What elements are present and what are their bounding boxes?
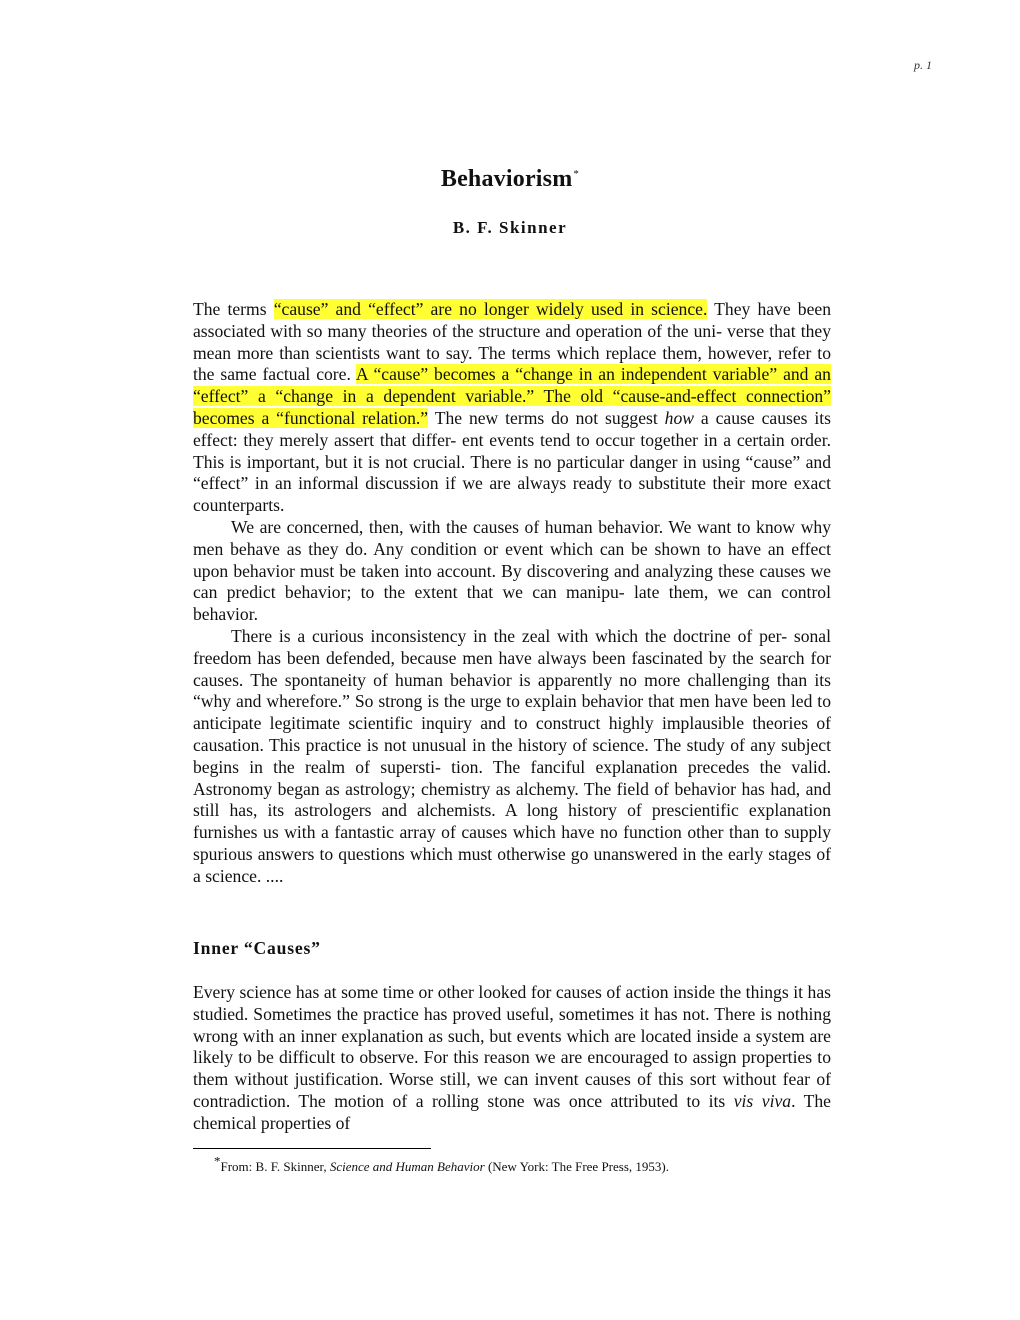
paragraph-1-text-b: They have been associated with so many theories of the structure and operation of the uni- verse that they mean more than scientists want to say. The terms which replace them, however, refer to the same factual core. bbox=[193, 299, 831, 385]
footnote-prefix: From: B. F. Skinner, bbox=[220, 1159, 330, 1174]
footnote-divider bbox=[193, 1148, 431, 1149]
paragraph-1-text-d: a cause causes its effect: they merely assert that differ- ent events tend to occur together in a certain order. This is important, but it is not crucial. There is no particular danger in using “cause” and “effect” in an informal discussion if we are always ready to substitute their more exact counterparts. bbox=[193, 407, 832, 516]
footnote bbox=[214, 1153, 669, 1176]
emphasis-how: how bbox=[664, 407, 695, 428]
paragraph-1-text-c: The new terms do not suggest bbox=[428, 407, 665, 428]
footnote-mark: * bbox=[214, 1153, 221, 1169]
paragraph-4-text-a: Every science has at some time or other looked for causes of action inside the things it has studied. Sometimes the practice has proved useful, sometimes it has not. There is nothing wrong with an inner explanation as such, but events which are located inside a system are likely to be difficult to observe. For this reason we are encouraged to assign properties to them without justification. Worse still, we can invent causes of this sort without fear of contradiction. The motion of a rolling stone was once attributed to its bbox=[193, 982, 831, 1111]
body-block-2 bbox=[193, 982, 831, 1135]
paragraph-2: We are concerned, then, with the causes of human behavior. We want to know why men behave as they do. Any condition or event which can be shown to have an effect upon behavior must be taken into account. By discovering and analyzing these causes we can predict behavior; to the extent that we can manipu- late them, we can control behavior. bbox=[193, 516, 831, 625]
footnote-book-title: Science and Human Behavior bbox=[329, 1159, 485, 1174]
paragraph-3: There is a curious inconsistency in the zeal with which the doctrine of per- sonal freedom has been defended, because men have always been fascinated by the search for causes. The spontaneity of human behavior is apparently no more challenging than its “why and wherefore.” So strong is the urge to explain behavior that men have been led to anticipate legitimate scientific inquiry and to construct highly implausible theories of causation. This practice is not unusual in the history of science. The study of any subject begins in the realm of supersti- tion. The fanciful explanation precedes the valid. Astronomy began as astrology; chemistry as alchemy. The field of behavior has had, and still has, its astrologers and alchemists. A long history of prescientific explanation furnishes us with a fantastic array of causes which have no function other than to supply spurious answers to questions which must otherwise go unanswered in the early stages of a science. .... bbox=[193, 625, 831, 886]
page-number: p. 1 bbox=[914, 58, 932, 72]
paragraph-4-text-b: . The chemical properties of bbox=[193, 1090, 831, 1133]
paragraph-4 bbox=[193, 982, 831, 1135]
body-block-1 bbox=[193, 299, 831, 888]
page-title bbox=[0, 166, 1020, 193]
title-text: Behaviorism bbox=[440, 166, 573, 192]
paragraph-1 bbox=[193, 299, 831, 517]
paragraph-1-text-a: The terms bbox=[193, 299, 274, 319]
section-heading: Inner “Causes” bbox=[193, 938, 321, 958]
title-footnote-mark: * bbox=[573, 168, 580, 180]
highlight-2: A “cause” becomes a “change in an independent variable” and an “effect” a “change in a dependent variable.” The old “cause-and-effect connection” becomes a “functional relation.” bbox=[193, 364, 831, 428]
highlight-1: “cause” and “effect” are no longer widely used in science. bbox=[273, 299, 708, 319]
emphasis-vis-viva: vis viva bbox=[733, 1090, 792, 1111]
author-byline: B. F. Skinner bbox=[452, 218, 568, 237]
footnote-suffix: (New York: The Free Press, 1953). bbox=[484, 1159, 669, 1174]
